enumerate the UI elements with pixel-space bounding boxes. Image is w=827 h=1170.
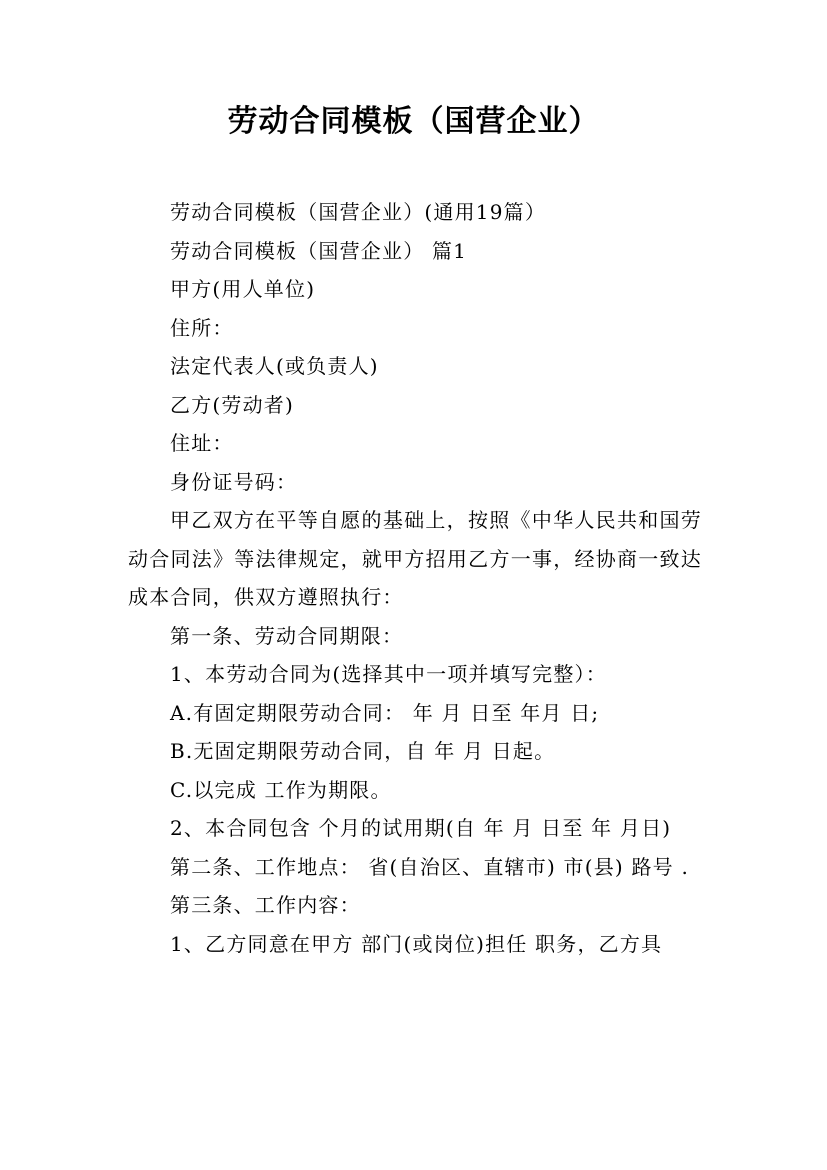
paragraph-option-a: A.有固定期限劳动合同： 年 月 日至 年月 日; xyxy=(170,700,600,725)
document-body xyxy=(128,193,702,963)
paragraph-option-b: B.无固定期限劳动合同，自 年 月 日起。 xyxy=(170,739,556,763)
paragraph-clause-1-heading: 第一条、劳动合同期限： xyxy=(170,623,404,648)
paragraph-clause-1-item-1: 1、本劳动合同为(选择其中一项并填写完整）： xyxy=(170,662,607,686)
paragraph-party-b: 乙方(劳动者) xyxy=(170,392,295,417)
document-title: 劳动合同模板（国营企业） xyxy=(227,104,600,139)
paragraph-party-a-address: 住所： xyxy=(170,315,234,340)
paragraph-option-c: C.以完成 工作为期限。 xyxy=(170,777,392,802)
paragraph-clause-2-location: 第二条、工作地点： 省(自治区、直辖市) 市(县) 路号 . xyxy=(170,854,689,879)
paragraph-clause-3-item-1: 1、乙方同意在甲方 部门(或岗位)担任 职务，乙方具 xyxy=(170,931,663,956)
paragraph-party-b-address: 住址： xyxy=(170,431,234,455)
paragraph-party-a: 甲方(用人单位) xyxy=(170,277,316,301)
paragraph-article-heading: 劳动合同模板（国营企业） 篇1 xyxy=(170,238,468,263)
paragraph-subtitle: 劳动合同模板（国营企业）(通用19篇） xyxy=(170,200,547,224)
paragraph-probation: 2、本合同包含 个月的试用期(自 年 月 日至 年 月日) xyxy=(170,816,672,840)
paragraph-id-number: 身份证号码： xyxy=(170,469,298,494)
paragraph-legal-representative: 法定代表人(或负责人) xyxy=(170,354,379,378)
paragraph-preamble: 甲乙双方在平等自愿的基础上，按照《中华人民共和国劳动合同法》等法律规定，就甲方招用乙方一事，经协商一致达成本合同，供双方遵照执行： xyxy=(128,508,702,609)
paragraph-clause-3-heading: 第三条、工作内容： xyxy=(170,893,361,917)
